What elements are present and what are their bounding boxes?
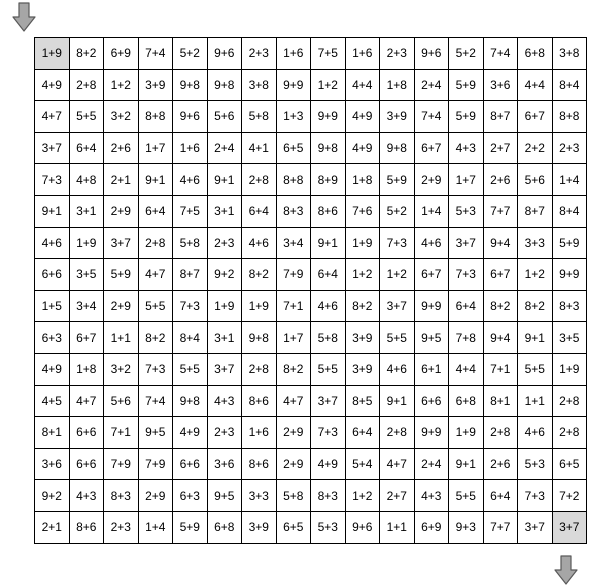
grid-cell[interactable]: 8+2 xyxy=(69,38,104,70)
grid-cell[interactable]: 1+6 xyxy=(242,417,277,449)
grid-cell[interactable]: 9+6 xyxy=(207,38,242,70)
grid-cell[interactable]: 4+6 xyxy=(380,353,415,385)
grid-cell[interactable]: 5+5 xyxy=(69,101,104,133)
grid-row xyxy=(35,227,587,259)
grid-row xyxy=(35,480,587,512)
grid-cell[interactable]: 5+8 xyxy=(311,322,346,354)
addition-maze-grid xyxy=(34,37,587,544)
grid-cell[interactable]: 4+3 xyxy=(414,480,449,512)
grid-cell[interactable]: 1+9 xyxy=(69,227,104,259)
grid-cell[interactable]: 1+9 xyxy=(449,417,484,449)
grid-cell[interactable]: 3+5 xyxy=(552,322,587,354)
grid-cell[interactable]: 7+1 xyxy=(276,290,311,322)
grid-cell[interactable]: 9+1 xyxy=(518,322,553,354)
grid-cell[interactable]: 1+7 xyxy=(449,164,484,196)
grid-cell[interactable]: 1+2 xyxy=(104,69,139,101)
grid-cell[interactable]: 6+9 xyxy=(414,511,449,543)
grid-cell[interactable]: 9+6 xyxy=(345,511,380,543)
grid-cell[interactable]: 1+4 xyxy=(414,195,449,227)
grid-cell[interactable]: 4+4 xyxy=(449,353,484,385)
grid-cell[interactable]: 1+2 xyxy=(345,480,380,512)
grid-cell[interactable]: 1+2 xyxy=(311,69,346,101)
grid-cell[interactable]: 6+6 xyxy=(414,385,449,417)
grid-cell[interactable]: 4+9 xyxy=(345,132,380,164)
grid-cell[interactable]: 2+6 xyxy=(483,448,518,480)
grid-cell[interactable]: 8+6 xyxy=(242,448,277,480)
grid-cell[interactable]: 7+1 xyxy=(104,417,139,449)
grid-cell[interactable]: 2+8 xyxy=(242,353,277,385)
grid-row xyxy=(35,322,587,354)
grid-cell[interactable]: 4+3 xyxy=(449,132,484,164)
grid-cell[interactable]: 3+5 xyxy=(69,259,104,291)
grid-cell[interactable]: 4+5 xyxy=(35,385,70,417)
grid-cell[interactable]: 9+9 xyxy=(311,101,346,133)
grid-cell[interactable]: 8+2 xyxy=(276,353,311,385)
grid-cell[interactable]: 3+9 xyxy=(345,322,380,354)
grid-cell[interactable]: 2+3 xyxy=(380,38,415,70)
grid-cell[interactable]: 1+9 xyxy=(207,290,242,322)
grid-cell[interactable]: 6+8 xyxy=(449,385,484,417)
grid-cell[interactable]: 9+5 xyxy=(207,480,242,512)
grid-row xyxy=(35,353,587,385)
grid-cell[interactable]: 3+6 xyxy=(35,448,70,480)
grid-cell[interactable]: 7+4 xyxy=(138,385,173,417)
grid-cell[interactable]: 2+9 xyxy=(276,417,311,449)
grid-cell[interactable]: 6+7 xyxy=(518,101,553,133)
grid-cell[interactable]: 6+4 xyxy=(138,195,173,227)
grid-cell[interactable]: 3+1 xyxy=(207,322,242,354)
grid-cell[interactable]: 7+2 xyxy=(552,480,587,512)
grid-cell[interactable]: 8+6 xyxy=(69,511,104,543)
grid-row xyxy=(35,132,587,164)
grid-cell[interactable]: 2+3 xyxy=(104,511,139,543)
grid-cell[interactable]: 5+3 xyxy=(449,195,484,227)
grid-cell[interactable]: 7+3 xyxy=(173,290,208,322)
grid-cell[interactable]: 1+9 xyxy=(242,290,277,322)
grid-cell[interactable]: 2+8 xyxy=(138,227,173,259)
grid-cell[interactable]: 9+8 xyxy=(311,132,346,164)
grid-cell[interactable]: 5+5 xyxy=(173,353,208,385)
grid-cell[interactable]: 5+9 xyxy=(449,69,484,101)
end-arrow-icon xyxy=(554,555,578,585)
grid-cell[interactable]: 5+2 xyxy=(449,38,484,70)
grid-cell[interactable]: 2+1 xyxy=(104,164,139,196)
grid-cell[interactable]: 3+6 xyxy=(483,69,518,101)
grid-cell[interactable]: 6+4 xyxy=(311,259,346,291)
grid-cell[interactable]: 6+4 xyxy=(345,417,380,449)
grid-cell[interactable]: 4+9 xyxy=(345,101,380,133)
grid-cell[interactable]: 9+8 xyxy=(207,69,242,101)
grid-cell[interactable]: 9+9 xyxy=(414,417,449,449)
grid-cell[interactable]: 8+3 xyxy=(311,480,346,512)
grid-cell[interactable]: 4+3 xyxy=(69,480,104,512)
grid-cell[interactable]: 5+5 xyxy=(380,322,415,354)
grid-cell[interactable]: 4+9 xyxy=(173,417,208,449)
grid-cell[interactable]: 1+1 xyxy=(518,385,553,417)
grid-cell[interactable]: 7+1 xyxy=(483,353,518,385)
start-cell[interactable]: 1+9 xyxy=(35,38,70,70)
grid-cell[interactable]: 1+6 xyxy=(276,38,311,70)
grid-cell[interactable]: 9+1 xyxy=(449,448,484,480)
grid-cell[interactable]: 5+9 xyxy=(104,259,139,291)
grid-cell[interactable]: 6+7 xyxy=(483,259,518,291)
grid-cell[interactable]: 3+9 xyxy=(345,353,380,385)
grid-cell[interactable]: 2+1 xyxy=(35,511,70,543)
grid-cell[interactable]: 4+9 xyxy=(35,353,70,385)
grid-row xyxy=(35,38,587,70)
grid-cell[interactable]: 1+2 xyxy=(345,259,380,291)
grid-cell[interactable]: 6+4 xyxy=(242,195,277,227)
grid-cell[interactable]: 5+9 xyxy=(380,164,415,196)
grid-cell[interactable]: 3+4 xyxy=(276,227,311,259)
grid-cell[interactable]: 7+8 xyxy=(449,322,484,354)
grid-cell[interactable]: 3+4 xyxy=(69,290,104,322)
grid-cell[interactable]: 3+1 xyxy=(69,195,104,227)
grid-row xyxy=(35,164,587,196)
grid-cell[interactable]: 9+6 xyxy=(173,101,208,133)
grid-cell[interactable]: 8+4 xyxy=(552,195,587,227)
grid-row xyxy=(35,195,587,227)
grid-cell[interactable]: 4+4 xyxy=(518,69,553,101)
grid-row xyxy=(35,69,587,101)
grid-cell[interactable]: 4+6 xyxy=(242,227,277,259)
grid-cell[interactable]: 6+6 xyxy=(173,448,208,480)
grid-cell[interactable]: 9+6 xyxy=(414,38,449,70)
grid-cell[interactable]: 1+9 xyxy=(345,227,380,259)
grid-cell[interactable]: 1+4 xyxy=(138,511,173,543)
grid-cell[interactable]: 6+7 xyxy=(414,259,449,291)
grid-cell[interactable]: 7+4 xyxy=(483,38,518,70)
grid-cell[interactable]: 1+7 xyxy=(138,132,173,164)
grid-row xyxy=(35,290,587,322)
grid-cell[interactable]: 8+2 xyxy=(483,290,518,322)
grid-cell[interactable]: 8+4 xyxy=(552,69,587,101)
grid-cell[interactable]: 4+9 xyxy=(35,69,70,101)
grid-cell[interactable]: 2+4 xyxy=(207,132,242,164)
grid-cell[interactable]: 9+8 xyxy=(380,132,415,164)
grid-cell[interactable]: 4+6 xyxy=(518,417,553,449)
grid-cell[interactable]: 8+2 xyxy=(242,259,277,291)
grid-cell[interactable]: 8+9 xyxy=(311,164,346,196)
grid-cell[interactable]: 8+8 xyxy=(552,101,587,133)
grid-cell[interactable]: 2+7 xyxy=(483,132,518,164)
grid-cell[interactable]: 6+8 xyxy=(518,38,553,70)
grid-cell[interactable]: 8+7 xyxy=(483,101,518,133)
grid-cell[interactable]: 9+1 xyxy=(380,385,415,417)
grid-cell[interactable]: 2+7 xyxy=(380,480,415,512)
grid-cell[interactable]: 6+4 xyxy=(449,290,484,322)
grid-cell[interactable]: 2+9 xyxy=(276,448,311,480)
grid-cell[interactable]: 4+3 xyxy=(207,385,242,417)
grid-cell[interactable]: 9+3 xyxy=(449,511,484,543)
grid-row xyxy=(35,385,587,417)
grid-cell[interactable]: 3+8 xyxy=(552,38,587,70)
grid-cell[interactable]: 7+9 xyxy=(276,259,311,291)
grid-cell[interactable]: 9+8 xyxy=(173,69,208,101)
grid-cell[interactable]: 6+7 xyxy=(69,322,104,354)
grid-cell[interactable]: 3+1 xyxy=(207,195,242,227)
grid-cell[interactable]: 2+9 xyxy=(138,480,173,512)
grid-cell[interactable]: 8+1 xyxy=(35,417,70,449)
grid-cell[interactable]: 2+9 xyxy=(104,195,139,227)
grid-cell[interactable]: 8+6 xyxy=(311,195,346,227)
grid-cell[interactable]: 9+8 xyxy=(242,322,277,354)
grid-cell[interactable]: 5+5 xyxy=(311,353,346,385)
grid-row xyxy=(35,259,587,291)
grid-cell[interactable]: 7+9 xyxy=(104,448,139,480)
grid-cell[interactable]: 2+9 xyxy=(104,290,139,322)
grid-cell[interactable]: 7+3 xyxy=(449,259,484,291)
grid-cell[interactable]: 6+7 xyxy=(414,132,449,164)
grid-cell[interactable]: 1+7 xyxy=(276,322,311,354)
grid-cell[interactable]: 9+1 xyxy=(138,164,173,196)
grid-cell[interactable]: 5+5 xyxy=(449,480,484,512)
grid-cell[interactable]: 4+7 xyxy=(138,259,173,291)
grid-cell[interactable]: 4+6 xyxy=(311,290,346,322)
grid-cell[interactable]: 9+9 xyxy=(552,259,587,291)
grid-cell[interactable]: 9+9 xyxy=(276,69,311,101)
grid-cell[interactable]: 4+9 xyxy=(311,448,346,480)
grid-cell[interactable]: 6+3 xyxy=(35,322,70,354)
grid-cell[interactable]: 5+9 xyxy=(173,511,208,543)
grid-cell[interactable]: 4+8 xyxy=(69,164,104,196)
grid-cell[interactable]: 7+4 xyxy=(138,38,173,70)
grid-cell[interactable]: 6+6 xyxy=(69,417,104,449)
grid-cell[interactable]: 5+9 xyxy=(552,227,587,259)
grid-cell[interactable]: 7+7 xyxy=(483,195,518,227)
grid-cell[interactable]: 2+3 xyxy=(242,38,277,70)
grid-cell[interactable]: 6+5 xyxy=(552,448,587,480)
grid-cell[interactable]: 9+2 xyxy=(207,259,242,291)
grid-cell[interactable]: 6+5 xyxy=(276,132,311,164)
grid-cell[interactable]: 1+4 xyxy=(552,164,587,196)
grid-cell[interactable]: 5+9 xyxy=(449,101,484,133)
grid-cell[interactable]: 8+3 xyxy=(552,290,587,322)
grid-cell[interactable]: 7+3 xyxy=(380,227,415,259)
grid-cell[interactable]: 1+8 xyxy=(345,164,380,196)
grid-cell[interactable]: 4+7 xyxy=(35,101,70,133)
grid-cell[interactable]: 2+8 xyxy=(552,385,587,417)
grid-cell[interactable]: 3+7 xyxy=(35,132,70,164)
grid-cell[interactable]: 2+8 xyxy=(242,164,277,196)
grid-cell[interactable]: 6+8 xyxy=(207,511,242,543)
grid-cell[interactable]: 9+4 xyxy=(483,322,518,354)
grid-cell[interactable]: 5+8 xyxy=(242,101,277,133)
start-arrow-icon xyxy=(12,2,36,32)
grid-cell[interactable]: 1+8 xyxy=(380,69,415,101)
grid-cell[interactable]: 1+8 xyxy=(69,353,104,385)
grid-cell[interactable]: 9+1 xyxy=(311,227,346,259)
grid-cell[interactable]: 8+7 xyxy=(518,195,553,227)
grid-cell[interactable]: 1+6 xyxy=(173,132,208,164)
grid-cell[interactable]: 5+4 xyxy=(345,448,380,480)
grid-cell[interactable]: 9+5 xyxy=(138,417,173,449)
grid-cell[interactable]: 4+6 xyxy=(35,227,70,259)
grid-cell[interactable]: 5+2 xyxy=(380,195,415,227)
grid-cell[interactable]: 7+3 xyxy=(311,417,346,449)
grid-cell[interactable]: 1+6 xyxy=(345,38,380,70)
grid-cell[interactable]: 8+2 xyxy=(345,290,380,322)
grid-cell[interactable]: 9+1 xyxy=(35,195,70,227)
grid-cell[interactable]: 6+4 xyxy=(69,132,104,164)
grid-cell[interactable]: 2+8 xyxy=(69,69,104,101)
grid-cell[interactable]: 1+2 xyxy=(518,259,553,291)
grid-cell[interactable]: 8+2 xyxy=(138,322,173,354)
grid-cell[interactable]: 2+8 xyxy=(380,417,415,449)
grid-cell[interactable]: 2+9 xyxy=(414,164,449,196)
grid-cell[interactable]: 2+4 xyxy=(414,69,449,101)
grid-row xyxy=(35,417,587,449)
grid-cell[interactable]: 6+3 xyxy=(173,480,208,512)
grid-cell[interactable]: 3+9 xyxy=(242,511,277,543)
grid-cell[interactable]: 1+5 xyxy=(35,290,70,322)
grid-cell[interactable]: 5+3 xyxy=(518,448,553,480)
grid-cell[interactable]: 3+7 xyxy=(104,227,139,259)
grid-cell[interactable]: 2+3 xyxy=(207,417,242,449)
grid-cell[interactable]: 7+7 xyxy=(483,511,518,543)
grid-cell[interactable]: 2+6 xyxy=(104,132,139,164)
grid-cell[interactable]: 3+7 xyxy=(449,227,484,259)
grid-row xyxy=(35,448,587,480)
grid-cell[interactable]: 8+7 xyxy=(173,259,208,291)
grid-cell[interactable]: 7+3 xyxy=(138,353,173,385)
grid-cell[interactable]: 8+8 xyxy=(276,164,311,196)
grid-cell[interactable]: 7+3 xyxy=(35,164,70,196)
grid-cell[interactable]: 3+8 xyxy=(242,69,277,101)
grid-cell[interactable]: 6+5 xyxy=(276,511,311,543)
grid-cell[interactable]: 8+1 xyxy=(483,385,518,417)
grid-cell[interactable]: 2+3 xyxy=(207,227,242,259)
grid-cell[interactable]: 8+6 xyxy=(242,385,277,417)
grid-cell[interactable]: 4+7 xyxy=(69,385,104,417)
grid-row xyxy=(35,511,587,543)
grid-cell[interactable]: 7+4 xyxy=(414,101,449,133)
grid-cell[interactable]: 5+6 xyxy=(104,385,139,417)
grid-cell[interactable]: 8+4 xyxy=(173,322,208,354)
grid-cell[interactable]: 4+1 xyxy=(242,132,277,164)
grid-cell[interactable]: 9+9 xyxy=(414,290,449,322)
grid-cell[interactable]: 8+2 xyxy=(518,290,553,322)
grid-cell[interactable]: 9+5 xyxy=(414,322,449,354)
grid-cell[interactable]: 3+6 xyxy=(207,448,242,480)
grid-cell[interactable]: 7+6 xyxy=(345,195,380,227)
grid-cell[interactable]: 2+4 xyxy=(414,448,449,480)
grid-cell[interactable]: 3+7 xyxy=(311,385,346,417)
grid-cell[interactable]: 8+5 xyxy=(345,385,380,417)
grid-cell[interactable]: 8+8 xyxy=(138,101,173,133)
grid-cell[interactable]: 3+2 xyxy=(104,353,139,385)
grid-cell[interactable]: 5+3 xyxy=(311,511,346,543)
grid-cell[interactable]: 1+2 xyxy=(380,259,415,291)
grid-cell[interactable]: 5+2 xyxy=(173,38,208,70)
grid-cell[interactable]: 5+8 xyxy=(276,480,311,512)
grid-cell[interactable]: 6+9 xyxy=(104,38,139,70)
grid-cell[interactable]: 5+6 xyxy=(207,101,242,133)
grid-cell[interactable]: 5+6 xyxy=(518,164,553,196)
grid-cell[interactable]: 5+5 xyxy=(138,290,173,322)
grid-cell[interactable]: 3+2 xyxy=(104,101,139,133)
grid-cell[interactable]: 9+2 xyxy=(35,480,70,512)
grid-cell[interactable]: 3+9 xyxy=(380,101,415,133)
grid-cell[interactable]: 7+5 xyxy=(173,195,208,227)
grid-cell[interactable]: 7+9 xyxy=(138,448,173,480)
grid-cell[interactable]: 3+3 xyxy=(518,227,553,259)
grid-cell[interactable]: 3+7 xyxy=(207,353,242,385)
grid-cell[interactable]: 3+3 xyxy=(242,480,277,512)
grid-cell[interactable]: 3+9 xyxy=(138,69,173,101)
grid-cell[interactable]: 7+5 xyxy=(311,38,346,70)
grid-cell[interactable]: 4+6 xyxy=(173,164,208,196)
grid-cell[interactable]: 8+3 xyxy=(104,480,139,512)
grid-cell[interactable]: 6+6 xyxy=(69,448,104,480)
grid-cell[interactable]: 9+1 xyxy=(207,164,242,196)
grid-cell[interactable]: 1+3 xyxy=(276,101,311,133)
grid-cell[interactable]: 6+1 xyxy=(414,353,449,385)
grid-cell[interactable]: 1+9 xyxy=(552,353,587,385)
grid-cell[interactable]: 9+4 xyxy=(483,227,518,259)
grid-cell[interactable]: 8+3 xyxy=(276,195,311,227)
grid-cell[interactable]: 5+8 xyxy=(173,227,208,259)
grid-cell[interactable]: 3+7 xyxy=(518,511,553,543)
grid-cell[interactable]: 4+7 xyxy=(380,448,415,480)
grid-cell[interactable]: 9+8 xyxy=(173,385,208,417)
grid-cell[interactable]: 2+8 xyxy=(552,417,587,449)
grid-cell[interactable]: 5+5 xyxy=(518,353,553,385)
grid-cell[interactable]: 4+7 xyxy=(276,385,311,417)
grid-cell[interactable]: 4+6 xyxy=(414,227,449,259)
grid-cell[interactable]: 2+6 xyxy=(483,164,518,196)
grid-cell[interactable]: 1+1 xyxy=(380,511,415,543)
grid-row xyxy=(35,101,587,133)
grid-cell[interactable]: 3+7 xyxy=(380,290,415,322)
grid-cell[interactable]: 6+6 xyxy=(35,259,70,291)
grid-cell[interactable]: 2+3 xyxy=(552,132,587,164)
grid-cell[interactable]: 2+2 xyxy=(518,132,553,164)
grid-cell[interactable]: 4+4 xyxy=(345,69,380,101)
end-cell[interactable]: 3+7 xyxy=(552,511,587,543)
grid-cell[interactable]: 2+8 xyxy=(483,417,518,449)
grid-cell[interactable]: 7+3 xyxy=(518,480,553,512)
grid-cell[interactable]: 1+1 xyxy=(104,322,139,354)
grid-cell[interactable]: 6+4 xyxy=(483,480,518,512)
